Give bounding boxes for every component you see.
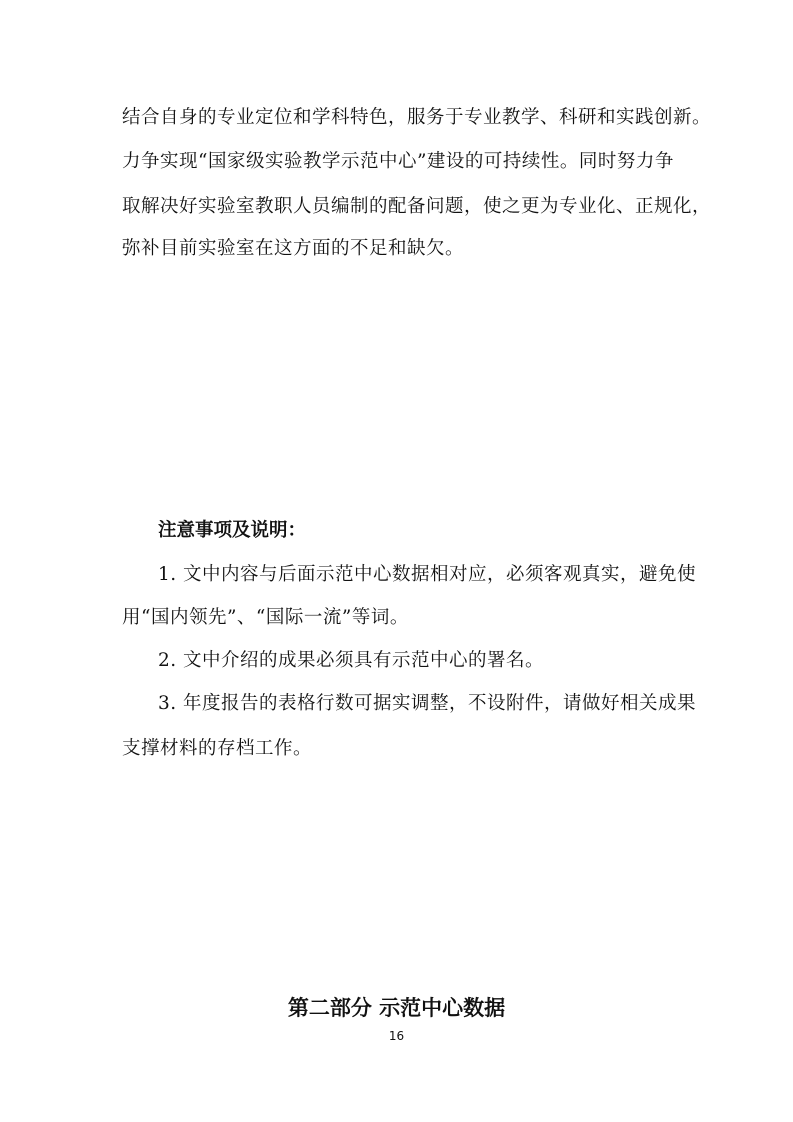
- part-title: 第二部分 示范中心数据: [287, 996, 506, 1020]
- note-line: 用“国内领先”、“国际一流”等词。: [122, 607, 409, 628]
- page-number: 16: [388, 1029, 405, 1043]
- note-line: 3. 年度报告的表格行数可据实调整，不设附件，请做好相关成果: [158, 693, 697, 714]
- note-line: 支撑材料的存档工作。: [122, 738, 313, 759]
- body-text-line: 结合自身的专业定位和学科特色，服务于专业教学、科研和实践创新。: [122, 107, 712, 128]
- note-line: 2. 文中介绍的成果必须具有示范中心的署名。: [158, 650, 545, 671]
- note-line: 1. 文中内容与后面示范中心数据相对应，必须客观真实，避免使: [158, 564, 697, 585]
- body-text-line: 弥补目前实验室在这方面的不足和缺欠。: [122, 238, 465, 259]
- notes-heading: 注意事项及说明：: [158, 520, 307, 541]
- body-text-line: 力争实现“国家级实验教学示范中心”建设的可持续性。同时努力争: [122, 151, 674, 172]
- body-text-line: 取解决好实验室教职人员编制的配备问题，使之更为专业化、正规化，: [122, 196, 712, 217]
